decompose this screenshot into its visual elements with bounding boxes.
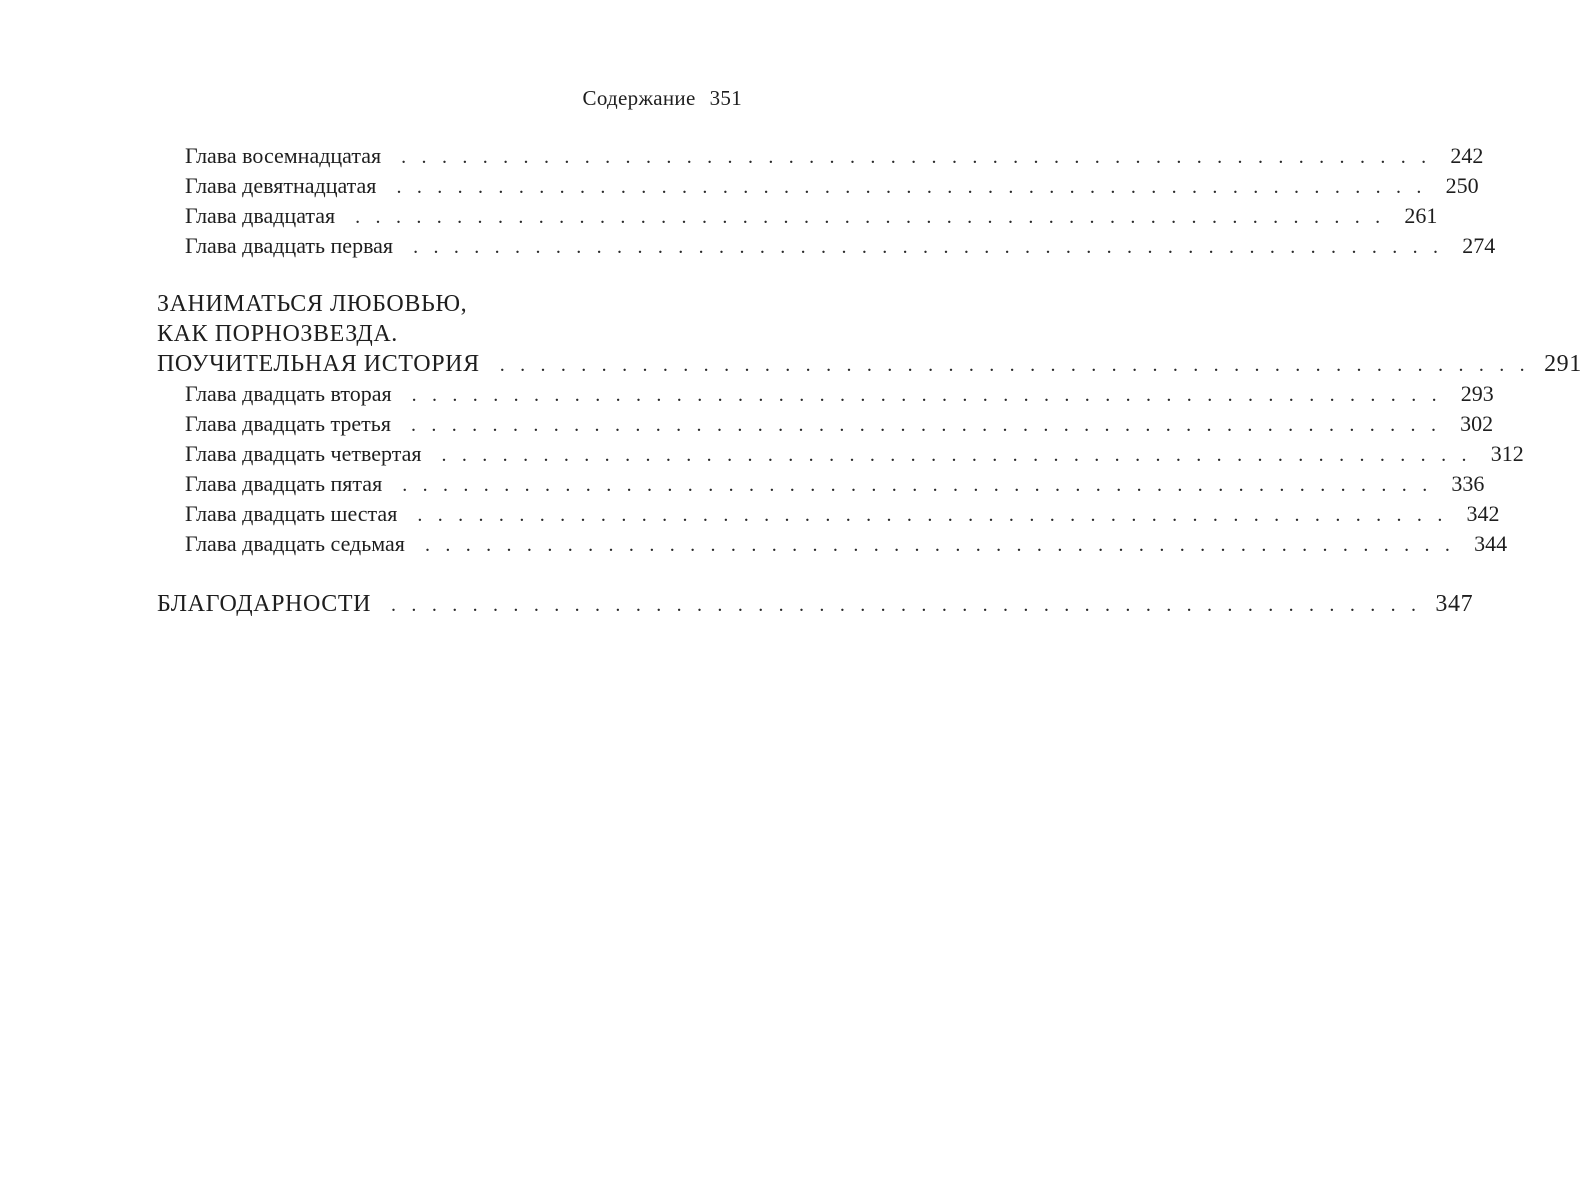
- toc-entry-page: 261: [1404, 203, 1438, 228]
- toc-entry-page: 250: [1445, 173, 1479, 198]
- toc-leader: . . . . . . . . . . . . . . . . . . . . . . . . . . . . . . . . . . . . . . . . . . . . . . . . . . .: [411, 384, 1442, 406]
- toc-entry-title: Глава двадцать первая: [185, 233, 394, 258]
- acknowledgements-title: БЛАГОДАРНОСТИ: [157, 591, 372, 617]
- toc-entry-title: Глава двадцать шестая: [185, 501, 398, 526]
- toc-entry: [157, 141, 1484, 171]
- toc-group-3: [157, 589, 1474, 619]
- toc-leader: . . . . . . . . . . . . . . . . . . . . . . . . . . . . . . . . . . . . . . . . . . . . . . . . . . .: [417, 504, 1448, 526]
- toc-leader: . . . . . . . . . . . . . . . . . . . . . . . . . . . . . . . . . . . . . . . . . . . . . . . . . . .: [355, 206, 1386, 228]
- toc-entry-title: Глава восемнадцатая: [185, 143, 382, 168]
- toc-leader: . . . . . . . . . . . . . . . . . . . . . . . . . . . . . . . . . . . . . . . . . . . . . . . . . . .: [424, 534, 1456, 556]
- toc-entry-title: Глава двадцатая: [185, 203, 336, 228]
- toc-leader: . . . . . . . . . . . . . . . . . . . . . . . . . . . . . . . . . . . . . . . . . . . . . . . . . . .: [499, 354, 1530, 376]
- toc-leader: . . . . . . . . . . . . . . . . . . . . . . . . . . . . . . . . . . . . . . . . . . . . . . . . . . .: [402, 474, 1433, 496]
- toc-entry-title: Глава двадцать седьмая: [185, 531, 405, 556]
- toc-entry: [157, 439, 1524, 469]
- toc-entry-title: Глава девятнадцатая: [185, 173, 377, 198]
- toc-group-1: [157, 141, 1496, 261]
- toc-entry: [157, 231, 1496, 261]
- toc-entry: [157, 499, 1500, 529]
- toc-entry: [157, 409, 1494, 439]
- acknowledgements-entry: [157, 589, 1474, 619]
- toc-entry: [157, 469, 1485, 499]
- part-page: 291: [1544, 351, 1582, 377]
- toc-entry-page: 336: [1451, 471, 1485, 496]
- part-title-line-3: ПОУЧИТЕЛЬНАЯ ИСТОРИЯ: [157, 351, 480, 377]
- toc-entry-page: 242: [1450, 143, 1484, 168]
- toc-leader: . . . . . . . . . . . . . . . . . . . . . . . . . . . . . . . . . . . . . . . . . . . . . . . . . . .: [401, 146, 1432, 168]
- header-page-number: 351: [709, 86, 742, 110]
- toc-entry: [157, 379, 1494, 409]
- toc-leader: . . . . . . . . . . . . . . . . . . . . . . . . . . . . . . . . . . . . . . . . . . . . . . . . . . .: [410, 414, 1442, 436]
- toc-entry: [157, 201, 1438, 231]
- toc-entry-page: 302: [1460, 411, 1494, 436]
- toc-entry-page: 274: [1462, 233, 1496, 258]
- header-title: Содержание: [582, 86, 696, 110]
- toc-entry-page: 312: [1490, 441, 1524, 466]
- acknowledgements-page: 347: [1435, 591, 1474, 617]
- toc-entry-title: Глава двадцать пятая: [185, 471, 383, 496]
- toc-leader: . . . . . . . . . . . . . . . . . . . . . . . . . . . . . . . . . . . . . . . . . . . . . . . . . . .: [396, 176, 1427, 198]
- part-title-line-1: ЗАНИМАТЬСЯ ЛЮБОВЬЮ,: [157, 291, 468, 317]
- toc-entry-page: 344: [1474, 531, 1508, 556]
- toc-leader: . . . . . . . . . . . . . . . . . . . . . . . . . . . . . . . . . . . . . . . . . . . . . . . . . . .: [391, 594, 1422, 616]
- toc-entry: [157, 171, 1479, 201]
- part-title-line-2: КАК ПОРНОЗВЕЗДА.: [157, 321, 398, 347]
- toc-entry-title: Глава двадцать вторая: [185, 381, 392, 406]
- toc-entry-title: Глава двадцать четвертая: [185, 441, 422, 466]
- toc-entry-title: Глава двадцать третья: [185, 411, 391, 436]
- toc-leader: . . . . . . . . . . . . . . . . . . . . . . . . . . . . . . . . . . . . . . . . . . . . . . . . . . .: [413, 236, 1444, 258]
- toc-leader: . . . . . . . . . . . . . . . . . . . . . . . . . . . . . . . . . . . . . . . . . . . . . . . . . . .: [441, 444, 1472, 466]
- toc-entry-page: 293: [1460, 381, 1494, 406]
- part-entry: [157, 349, 1582, 379]
- toc-group-2: [157, 289, 1582, 559]
- toc-entry-page: 342: [1466, 501, 1500, 526]
- toc-entry: [157, 529, 1508, 559]
- running-header: [583, 86, 742, 111]
